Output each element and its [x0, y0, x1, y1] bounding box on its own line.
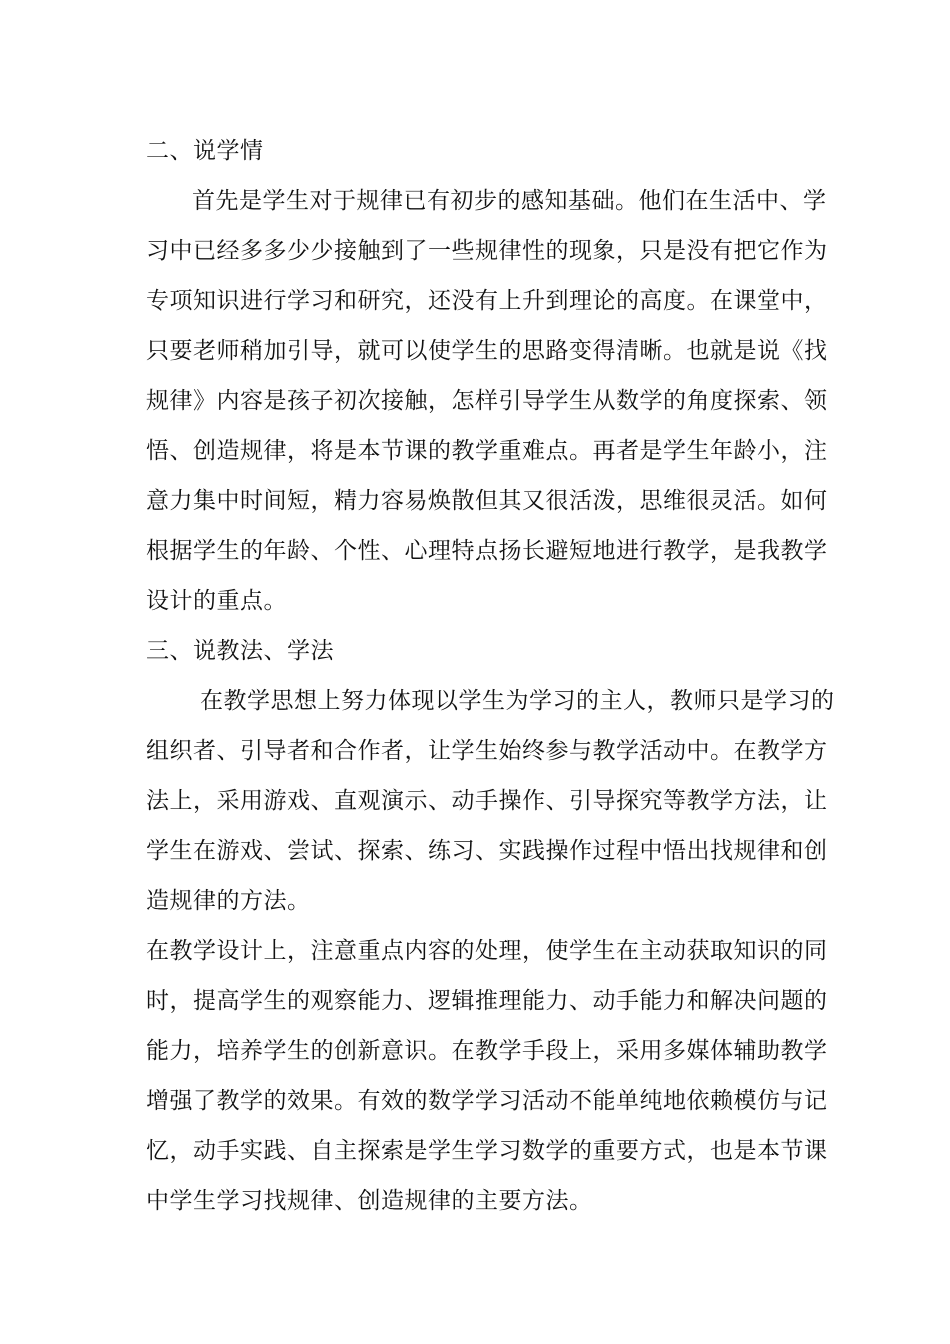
paragraph-line: 组织者、引导者和合作者，让学生始终参与教学活动中。在教学方 — [146, 738, 828, 764]
section-heading-teaching-methods: 三、说教法、学法 — [146, 638, 334, 664]
paragraph-line: 学生在游戏、尝试、探索、练习、实践操作过程中悟出找规律和创 — [146, 838, 828, 864]
paragraph-line: 时，提高学生的观察能力、逻辑推理能力、动手能力和解决问题的 — [146, 988, 828, 1014]
paragraph-line: 忆，动手实践、自主探索是学生学习数学的重要方式，也是本节课 — [146, 1138, 828, 1164]
paragraph-line: 专项知识进行学习和研究，还没有上升到理论的高度。在课堂中， — [146, 288, 828, 314]
paragraph-line: 法上，采用游戏、直观演示、动手操作、引导探究等教学方法，让 — [146, 788, 828, 814]
paragraph-line: 增强了教学的效果。有效的数学学习活动不能单纯地依赖模仿与记 — [146, 1088, 828, 1114]
paragraph-line: 规律》内容是孩子初次接触，怎样引导学生从数学的角度探索、领 — [146, 388, 828, 414]
paragraph-line: 设计的重点。 — [146, 588, 287, 614]
paragraph-line: 能力，培养学生的创新意识。在教学手段上，采用多媒体辅助教学 — [146, 1038, 828, 1064]
paragraph-line: 中学生学习找规律、创造规律的主要方法。 — [146, 1188, 593, 1214]
paragraph-line: 根据学生的年龄、个性、心理特点扬长避短地进行教学，是我教学 — [146, 538, 828, 564]
paragraph-line: 意力集中时间短，精力容易焕散但其又很活泼，思维很灵活。如何 — [146, 488, 828, 514]
paragraph-line: 首先是学生对于规律已有初步的感知基础。他们在生活中、学 — [192, 188, 827, 214]
paragraph-line: 习中已经多多少少接触到了一些规律性的现象，只是没有把它作为 — [146, 238, 828, 264]
section-heading-learning-situation: 二、说学情 — [146, 138, 264, 164]
paragraph-line: 悟、创造规律，将是本节课的教学重难点。再者是学生年龄小，注 — [146, 438, 828, 464]
paragraph-line: 在教学设计上，注意重点内容的处理，使学生在主动获取知识的同 — [146, 938, 828, 964]
paragraph-line: 在教学思想上努力体现以学生为学习的主人，教师只是学习的 — [200, 688, 835, 714]
paragraph-line: 造规律的方法。 — [146, 888, 311, 914]
paragraph-line: 只要老师稍加引导，就可以使学生的思路变得清晰。也就是说《找 — [146, 338, 828, 364]
